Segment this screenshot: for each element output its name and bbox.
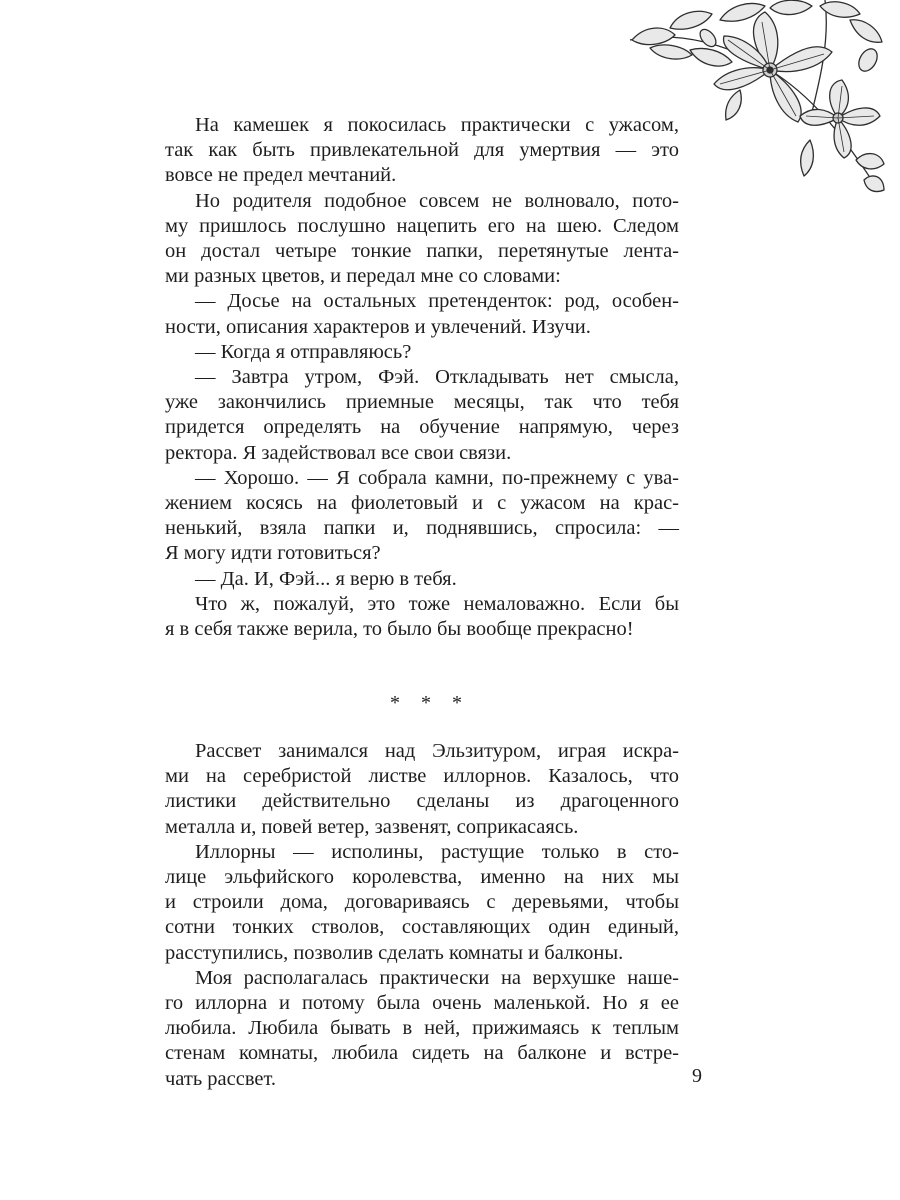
text-line: я в себя также верила, то было бы вообще прекрасно!: [165, 618, 634, 641]
text-line: он достал четыре тонкие папки, перетянутые лента-: [165, 240, 679, 263]
text-line: го иллорна и потому была очень маленькой. Но я ее: [165, 992, 679, 1015]
text-line: лице эльфийского королевства, именно на них мы: [165, 866, 679, 889]
text-line: и строили дома, договариваясь с деревьями, чтобы: [165, 891, 679, 914]
paragraph: [165, 340, 679, 365]
text-line: любила. Любила бывать в ней, прижимаясь к теплым: [165, 1017, 679, 1040]
paragraph: [165, 592, 679, 642]
text-line: — Когда я отправляюсь?: [195, 340, 412, 363]
text-line: так как быть привлекательной для умертвия — это: [165, 139, 679, 162]
text-line: ректора. Я задействовал все свои связи.: [165, 441, 512, 464]
text-line: Что ж, пожалуй, это тоже немаловажно. Если бы: [195, 592, 679, 615]
text-line: — Завтра утром, Фэй. Откладывать нет смысла,: [195, 366, 679, 389]
text-line: му пришлось послушно нацепить его на шею. Следом: [165, 214, 679, 237]
text-line: На камешек я покосилась практически с ужасом,: [195, 114, 679, 136]
text-line: вовсе не предел мечтаний.: [165, 164, 397, 187]
text-line: чать рассвет.: [165, 1067, 277, 1090]
text-line: металла и, повей ветер, зазвенят, соприкасаясь.: [165, 815, 579, 838]
text-line: листики действительно сделаны из драгоценного: [165, 790, 679, 813]
paragraph: [165, 966, 679, 1092]
text-line: уже закончились приемные месяцы, так что тебя: [165, 391, 679, 414]
text-line: ми разных цветов, и передал мне со словами:: [165, 265, 561, 288]
paragraph: [165, 567, 679, 592]
page-number: 9: [692, 1065, 702, 1087]
text-line: стенам комнаты, любила сидеть на балконе и встре-: [165, 1042, 679, 1065]
text-line: Но родителя подобное совсем не волновало, пото-: [195, 189, 679, 212]
text-line: — Хорошо. — Я собрала камни, по-прежнему с ува-: [195, 466, 679, 489]
paragraph: [165, 113, 679, 189]
text-block-top: [165, 113, 679, 642]
text-line: придется определять на обучение напрямую, через: [165, 416, 679, 439]
paragraph: [165, 466, 679, 567]
text-line: жением косясь на фиолетовый и с ужасом на крас-: [165, 492, 679, 515]
paragraph: [165, 289, 679, 339]
text-line: Рассвет занимался над Эльзитуром, играя искра-: [195, 740, 679, 762]
text-line: Иллорны — исполины, растущие только в сто-: [195, 840, 679, 863]
paragraph: [165, 840, 679, 966]
paragraph: [165, 189, 679, 290]
paragraph: [165, 739, 679, 840]
text-line: расступились, позволив сделать комнаты и балконы.: [165, 941, 624, 964]
text-line: ненький, взяла папки и, поднявшись, спросила: —: [165, 517, 679, 540]
text-line: Моя располагалась практически на верхушке наше-: [195, 966, 679, 989]
text-line: ности, описания характеров и увлечений. Изучи.: [165, 315, 591, 338]
text-line: — Досье на остальных претенденток: род, особен-: [195, 290, 679, 313]
text-line: сотни тонких стволов, составляющих один единый,: [165, 916, 679, 939]
text-block-bottom: [165, 739, 679, 1092]
text-line: ми на серебристой листве иллорнов. Казалось, что: [165, 765, 679, 788]
paragraph: [165, 365, 679, 466]
section-separator: * * *: [390, 692, 470, 714]
text-line: Я могу идти готовиться?: [165, 542, 381, 565]
text-line: — Да. И, Фэй... я верю в тебя.: [195, 567, 457, 590]
